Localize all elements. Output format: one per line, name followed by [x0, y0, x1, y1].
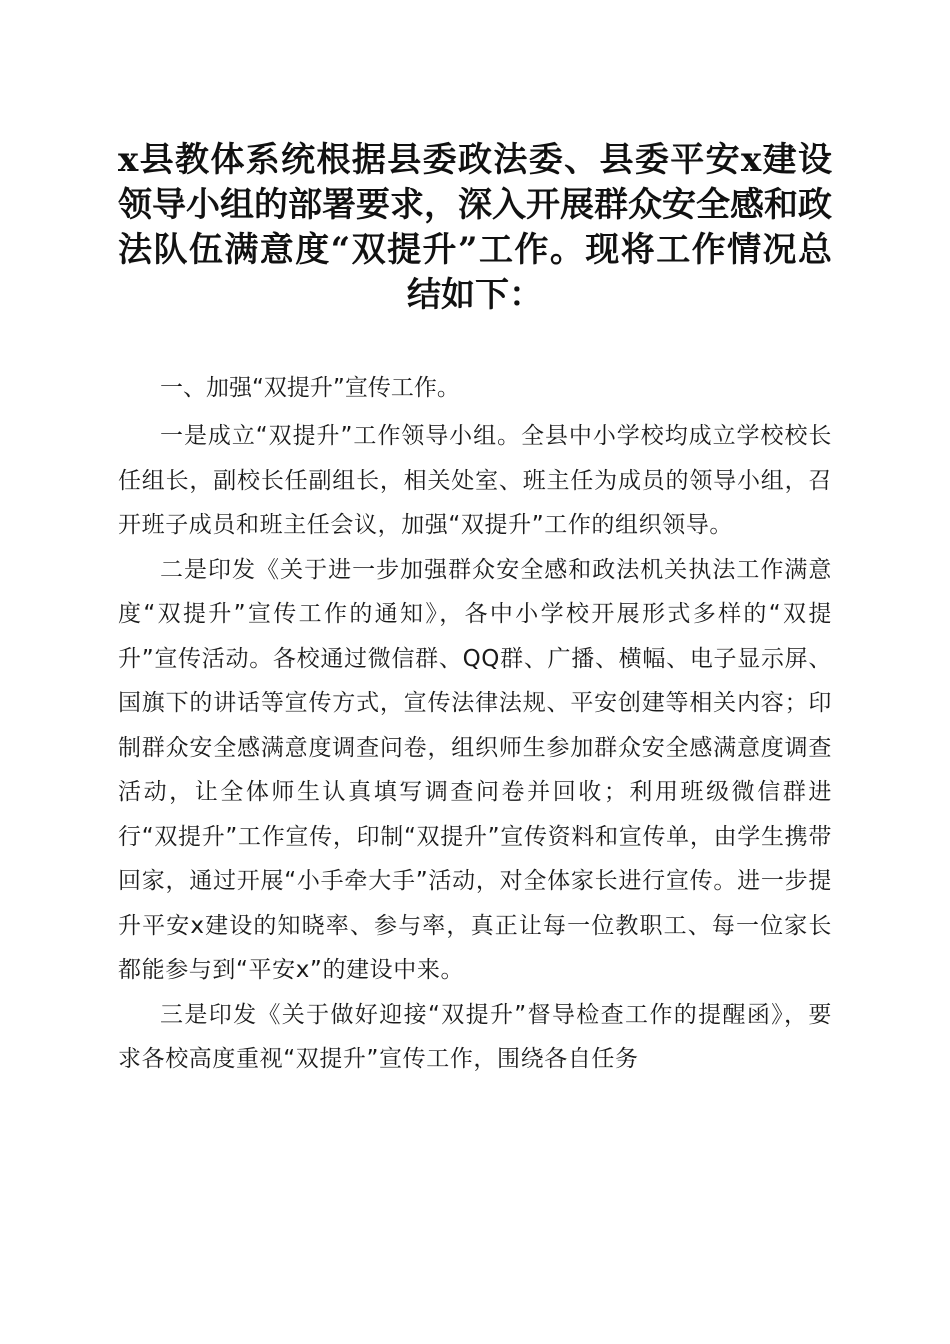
document-body: [118, 366, 832, 1082]
paragraph-2: 二是印发《关于进一步加强群众安全感和政法机关执法工作满意度“双提升”宣传工作的通知》，各中小学校开展形式多样的“双提升”宣传活动。各校通过微信群、QQ群、广播、横幅、电子显示屏、国旗下的讲话等宣传方式，宣传法律法规、平安创建等相关内容；印制群众安全感满意度调查问卷，组织师生参加群众安全感满意度调查活动，让全体师生认真填写调查问卷并回收；利用班级微信群进行“双提升”工作宣传，印制“双提升”宣传资料和宣传单，由学生携带回家，通过开展“小手牵大手”活动，对全体家长进行宣传。进一步提升平安x建设的知晓率、参与率，真正让每一位教职工、每一位家长都能参与到“平安x”的建设中来。: [118, 556, 832, 983]
section-heading: 一、加强“双提升”宣传工作。: [160, 375, 460, 401]
document-title: x县教体系统根据县委政法委、县委平安x建设领导小组的部署要求，深入开展群众安全感和政法队伍满意度“双提升”工作。现将工作情况总结如下：: [118, 140, 832, 315]
paragraph-1: 一是成立“双提升”工作领导小组。全县中小学校均成立学校校长任组长，副校长任副组长，相关处室、班主任为成员的领导小组，召开班子成员和班主任会议，加强“双提升”工作的组织领导。: [118, 423, 832, 538]
paragraph-3: 三是印发《关于做好迎接“双提升”督导检查工作的提醒函》，要求各校高度重视“双提升”宣传工作，围绕各自任务: [118, 1001, 832, 1072]
